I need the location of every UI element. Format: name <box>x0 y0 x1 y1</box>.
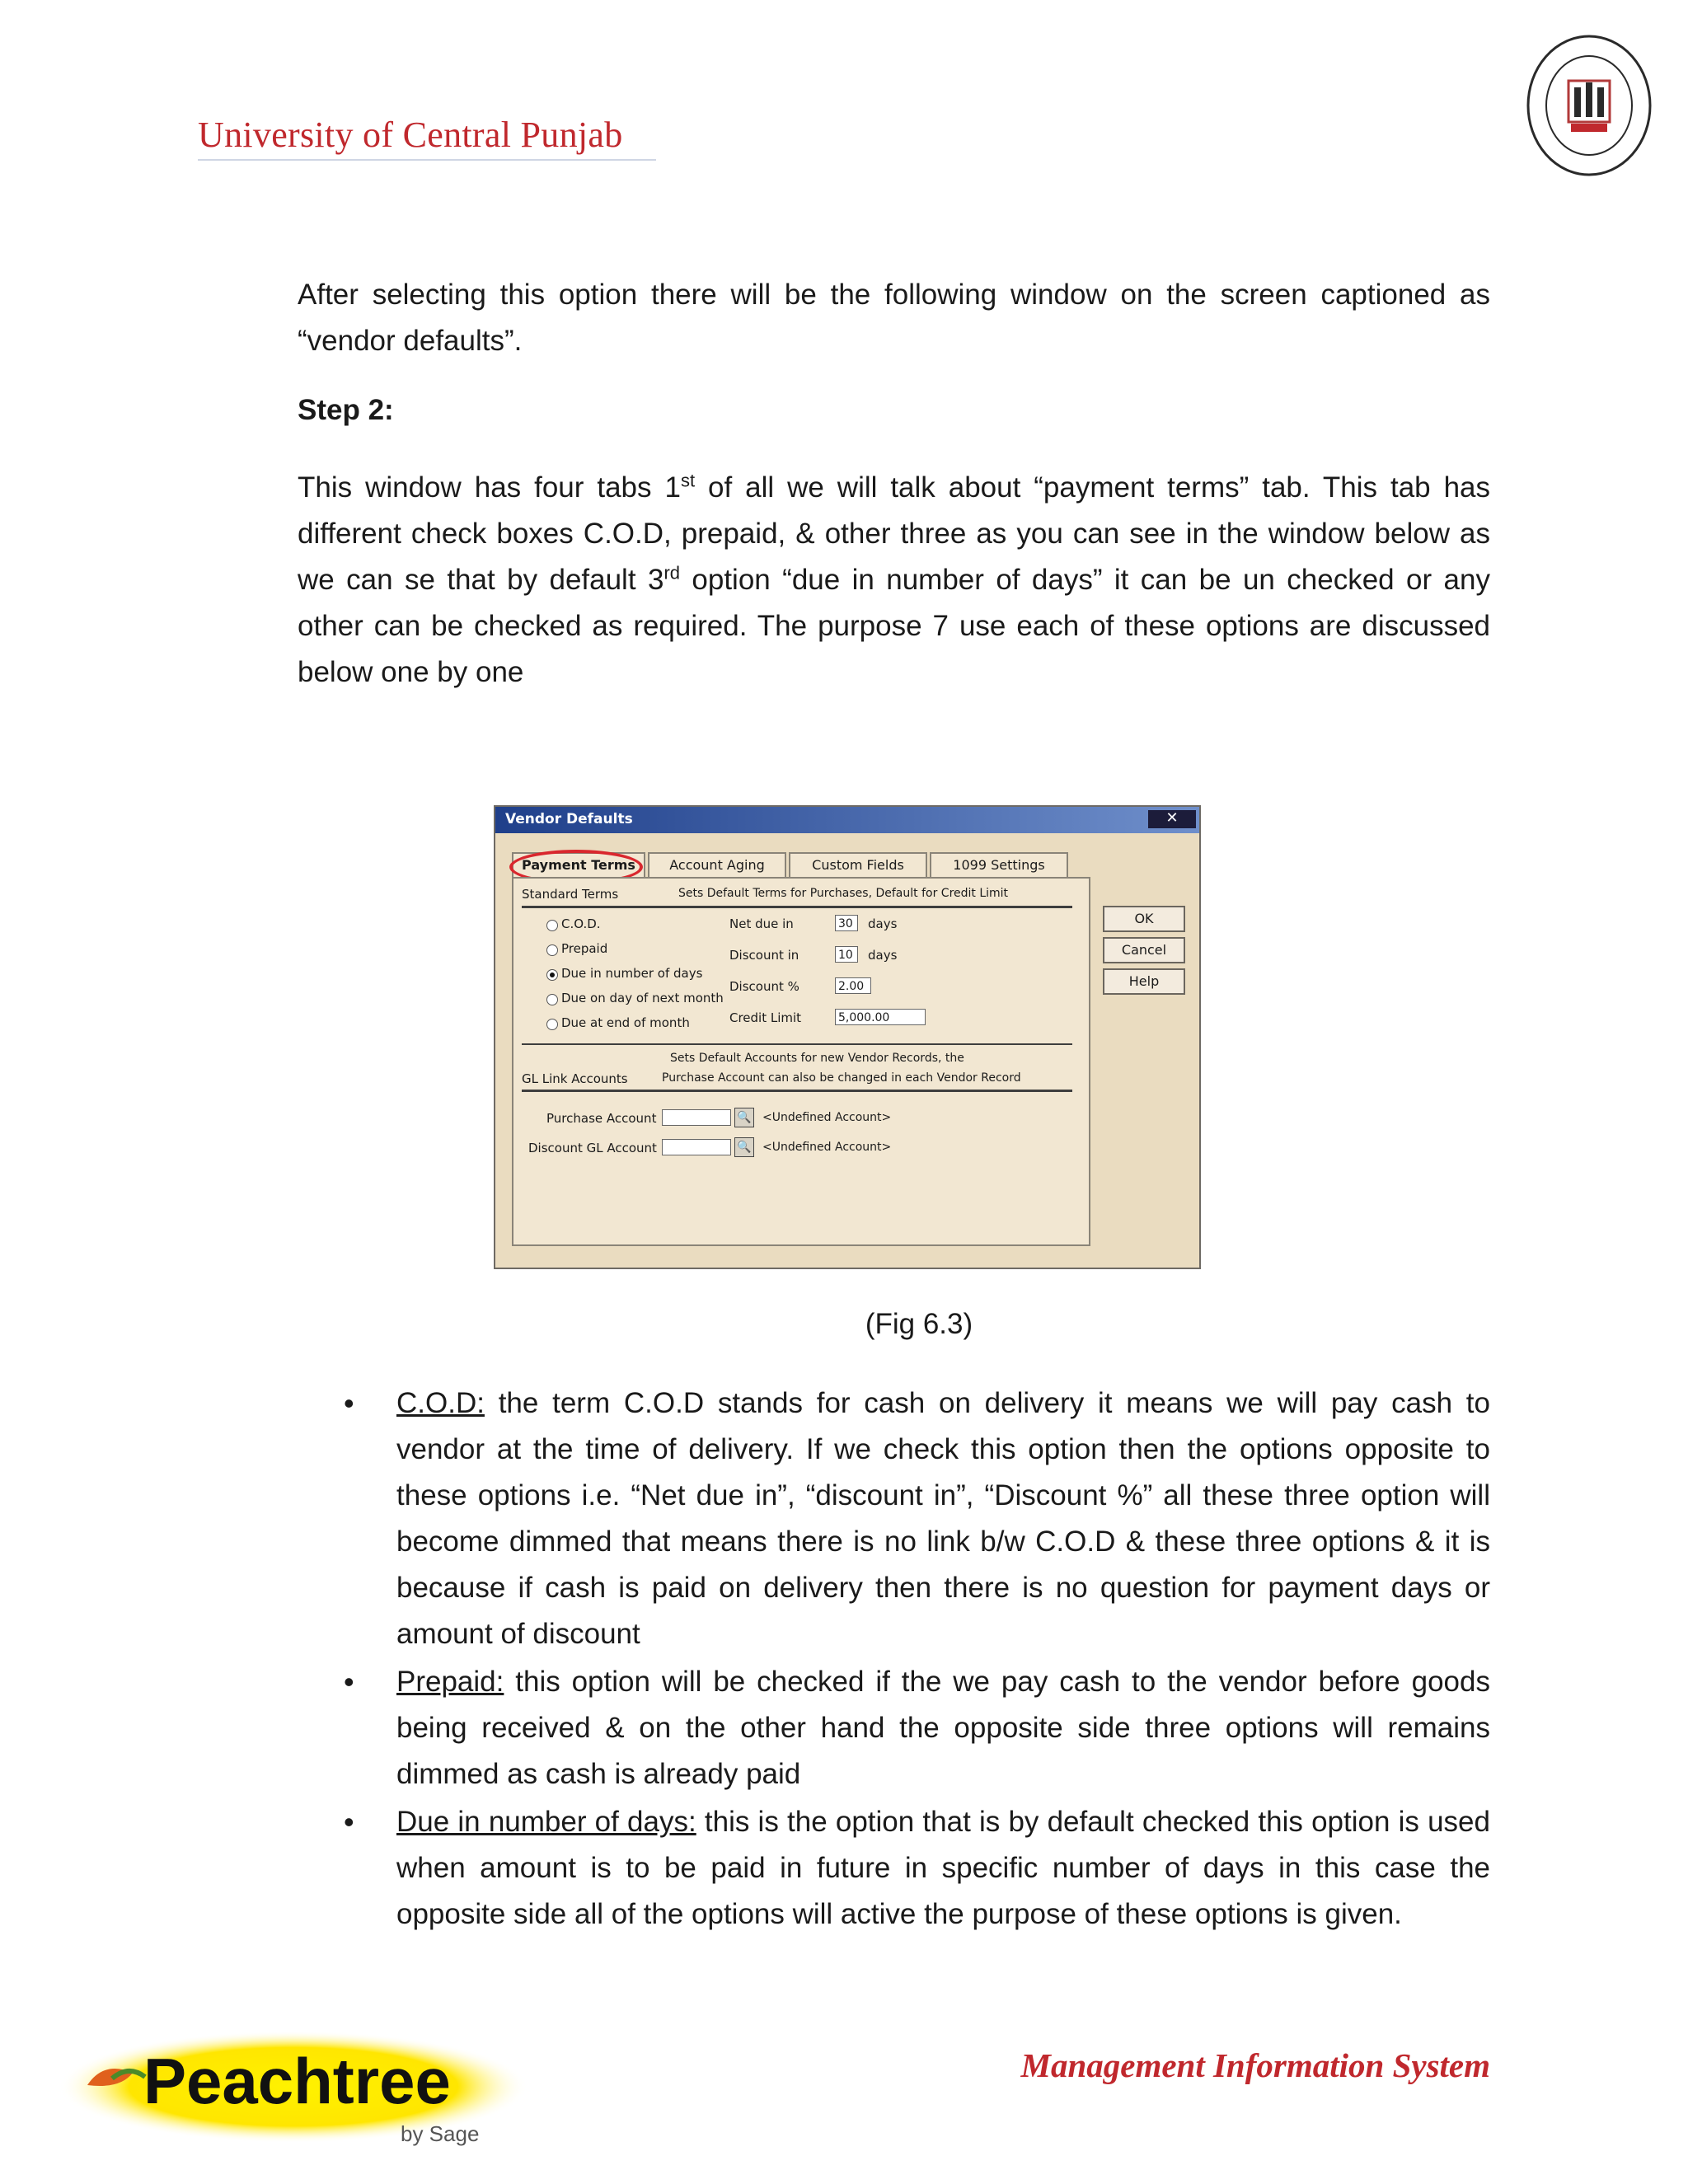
figure-caption: (Fig 6.3) <box>865 1308 973 1340</box>
standard-terms-desc: Sets Default Terms for Purchases, Default for Credit Limit <box>678 887 1009 900</box>
discount-gl-field[interactable] <box>662 1139 731 1155</box>
help-button[interactable]: Help <box>1103 968 1185 995</box>
credit-limit-field[interactable]: 5,000.00 <box>835 1009 926 1025</box>
list-item: • C.O.D: the term C.O.D stands for cash on delivery it means we will pay cash to vendor at the time of delivery. If we check this option then the options opposite to these options i.e. “Net due in”, “discount in”, “Discount %” all these three option will become dimmed that means there is no link b/w C.O.D & these three options & it is because if cash is paid on delivery then there is no question for payment days or amount of discount <box>396 1380 1490 1657</box>
discount-in-field[interactable]: 10 <box>835 946 858 963</box>
discount-gl-value: <Undefined Account> <box>762 1141 892 1154</box>
header-underline <box>198 159 656 161</box>
divider <box>522 1090 1072 1092</box>
net-due-label: Net due in <box>729 916 794 931</box>
net-due-field[interactable]: 30 <box>835 915 858 931</box>
standard-terms-label: Standard Terms <box>522 887 619 902</box>
purchase-account-value: <Undefined Account> <box>762 1111 892 1124</box>
discount-in-unit: days <box>868 948 898 963</box>
tab-1099-settings[interactable]: 1099 Settings <box>930 852 1068 877</box>
discount-in-label: Discount in <box>729 948 799 963</box>
university-seal-logo <box>1523 31 1655 180</box>
payment-terms-panel <box>512 877 1090 1246</box>
gl-desc-2: Purchase Account can also be changed in each Vendor Record <box>662 1071 1021 1085</box>
discount-pct-label: Discount % <box>729 979 799 994</box>
tabs-paragraph: This window has four tabs 1st of all we will talk about “payment terms” tab. This tab has different check boxes C.O.D, prepaid, & other three as you can see in the window below as we can se that by default 3rd option “due in number of days” it can be un checked or any other can be checked as required. The purpose 7 use each of these options are discussed below one by one <box>298 470 1491 688</box>
radio-due-end-month[interactable] <box>546 1019 558 1030</box>
credit-limit-label: Credit Limit <box>729 1010 802 1025</box>
divider <box>522 1043 1072 1045</box>
course-title: Management Information System <box>1020 2046 1490 2084</box>
ok-button[interactable]: OK <box>1103 906 1185 932</box>
cancel-button[interactable]: Cancel <box>1103 937 1185 963</box>
divider <box>522 906 1072 908</box>
options-list <box>396 1380 1490 1939</box>
radio-cod[interactable] <box>546 920 558 931</box>
tab-account-aging[interactable]: Account Aging <box>648 852 786 877</box>
net-due-unit: days <box>868 916 898 931</box>
window-title: Vendor Defaults <box>505 811 633 827</box>
purchase-account-field[interactable] <box>662 1109 731 1126</box>
svg-text:Peachtree: Peachtree <box>143 2045 451 2117</box>
radio-due-next-month[interactable] <box>546 994 558 1005</box>
vendor-defaults-window <box>494 805 1201 1269</box>
radio-due-in-days[interactable] <box>546 969 558 981</box>
lookup-icon[interactable]: 🔍 <box>734 1137 754 1157</box>
option-due-end-month-label: Due at end of month <box>561 1015 690 1030</box>
university-title: University of Central Punjab <box>198 115 623 155</box>
option-cod-label: C.O.D. <box>561 916 601 931</box>
peachtree-logo <box>54 2027 532 2151</box>
discount-gl-label: Discount GL Account <box>528 1141 657 1155</box>
gl-desc-1: Sets Default Accounts for new Vendor Records, the <box>670 1052 964 1065</box>
discount-pct-field[interactable]: 2.00 <box>835 977 871 994</box>
purchase-account-label: Purchase Account <box>546 1111 657 1126</box>
list-item: • Due in number of days: this is the option that is by default checked this option is used when amount is to be paid in future in specific number of days in this case the opposite side all of the options will active the purpose of these options is given. <box>396 1799 1490 1938</box>
window-titlebar <box>495 807 1199 833</box>
radio-prepaid[interactable] <box>546 944 558 956</box>
tab-payment-terms[interactable]: Payment Terms <box>512 852 645 877</box>
option-prepaid-label: Prepaid <box>561 941 608 956</box>
option-due-in-days-label: Due in number of days <box>561 966 703 981</box>
option-due-next-month-label: Due on day of next month <box>561 991 724 1005</box>
tab-custom-fields[interactable]: Custom Fields <box>789 852 927 877</box>
list-item: • Prepaid: this option will be checked if the we pay cash to the vendor before goods being received & on the other hand the opposite side three options will remains dimmed as cash is already paid <box>396 1659 1490 1797</box>
lookup-icon[interactable]: 🔍 <box>734 1108 754 1127</box>
step-heading: Step 2: <box>298 394 394 426</box>
close-icon[interactable]: ✕ <box>1148 810 1196 828</box>
svg-text:by Sage: by Sage <box>401 2121 480 2146</box>
gl-link-label: GL Link Accounts <box>522 1071 628 1086</box>
intro-paragraph: After selecting this option there will be the following window on the screen captioned as “vendor defaults”. <box>298 279 1490 357</box>
